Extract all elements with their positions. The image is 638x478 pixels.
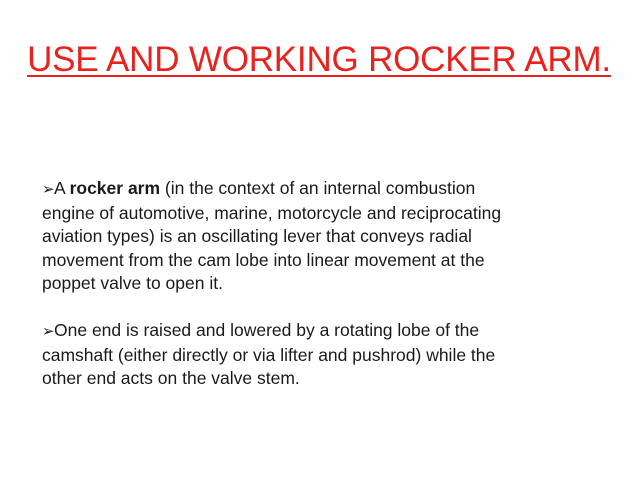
arrow-bullet-icon: ➢	[42, 323, 55, 340]
bold-term: rocker arm	[69, 178, 161, 198]
text-line	[42, 177, 602, 202]
text-run: One end is raised and lowered by a rotating lobe of the	[54, 320, 480, 340]
arrow-bullet-icon: ➢	[42, 181, 55, 198]
text-line: other end acts on the valve stem.	[42, 368, 300, 388]
text-line: camshaft (either directly or via lifter and pushrod) while the	[42, 344, 496, 365]
text-line	[42, 319, 602, 344]
text-line: movement from the cam lobe into linear movement at the	[42, 249, 485, 270]
text-run: (in the context of an internal combustion	[160, 178, 476, 198]
text-line: engine of automotive, marine, motorcycle and reciprocating	[42, 202, 502, 223]
text-run: A	[54, 178, 70, 198]
slide-title: USE AND WORKING ROCKER ARM.	[27, 40, 611, 79]
text-line: poppet valve to open it.	[42, 273, 223, 293]
text-line: aviation types) is an oscillating lever that conveys radial	[42, 226, 472, 246]
bullet-paragraph-rocker-arm-definition	[42, 177, 602, 296]
slide-body	[42, 177, 602, 391]
bullet-paragraph-rocker-arm-operation	[42, 319, 602, 391]
paragraph-spacer	[42, 296, 602, 320]
